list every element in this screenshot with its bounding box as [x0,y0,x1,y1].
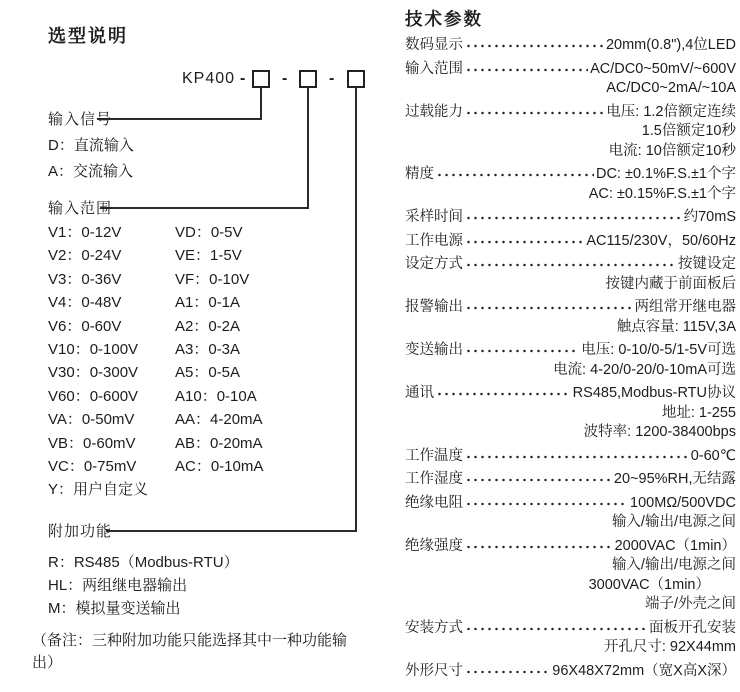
connector-line-signal-horizontal [97,118,262,120]
model-code-box-3 [347,70,365,88]
spec-label: 通讯 [405,385,434,401]
spec-row-alarm-output [405,298,736,337]
spec-label: 设定方式 [405,256,463,272]
spec-row-operating-humidity [405,470,736,490]
list-item: V1：0-12V [48,224,122,241]
spec-value: DC: ±0.1%F.S.±1个字 [595,166,736,182]
dot-leader [465,298,633,318]
connector-line-function-vertical [355,87,357,532]
spec-row-overload [405,103,736,162]
spec-extra-line: 输入/输出/电源之间 [611,514,736,530]
list-item: D：直流输入 [48,137,134,154]
list-item: V30：0-300V [48,364,139,382]
spec-value: 20~95%RH,无结露 [613,471,736,487]
technical-parameters-title: 技术参数 [405,9,483,29]
list-item: AC：0-10mA [175,458,264,476]
spec-value: 0-60℃ [690,447,736,464]
spec-value: 20mm(0.8"),4位LED [605,37,736,53]
input-range-column-1 [48,221,148,502]
selection-note: （备注：三种附加功能只能选择其中一种功能输出） [32,632,348,671]
spec-row-insulation-resistance [405,494,736,533]
input-range-column-2 [175,221,263,478]
list-item: V60：0-600V [48,387,139,405]
spec-value: 电压: 1.2倍额定连续 [606,103,736,120]
spec-row-operating-temperature [405,447,736,467]
dot-leader [465,494,628,514]
connector-line-function-horizontal [106,530,357,532]
model-prefix: KP400 [182,70,236,87]
spec-extra-line: 波特率: 1200-38400bps [583,424,736,440]
list-item: A：交流输入 [48,162,134,180]
spec-row-dielectric-strength [405,537,736,615]
dot-leader [465,60,588,80]
spec-extra-line: 3000VAC（1min） [588,576,710,593]
spec-label: 工作电源 [405,232,463,249]
spec-row-transmit-output [405,341,736,380]
spec-label: 绝缘强度 [405,537,463,554]
list-item: AA：4-20mA [175,411,263,429]
dot-leader [465,36,604,56]
spec-row-setting [405,255,736,294]
spec-row-communication [405,384,736,443]
extra-function-label: 附加功能 [48,523,113,540]
extra-function-items [48,551,239,620]
spec-row-accuracy [405,165,736,204]
dot-leader [465,447,689,467]
list-item: A10：0-10A [175,387,257,405]
spec-label: 精度 [405,166,434,182]
spec-value: 按键设定 [678,256,736,272]
dot-leader [465,232,584,252]
list-item: VC：0-75mV [48,458,137,476]
spec-row-sampling [405,208,736,228]
model-code-box-2 [299,70,317,88]
connector-line-range-horizontal [100,207,309,209]
input-range-label: 输入范围 [48,200,113,217]
spec-value: 100MΩ/500VDC [630,494,736,511]
list-item: V3：0-36V [48,270,122,288]
spec-label: 安装方式 [405,619,463,636]
model-dash: - [329,70,335,87]
spec-label: 外形尺寸 [405,662,463,679]
dot-leader [465,537,613,557]
dot-leader [465,341,579,361]
spec-value: 2000VAC（1min） [614,537,736,554]
spec-label: 输入范围 [405,60,463,77]
spec-value: AC/DC0~50mV/~600V [590,60,736,77]
spec-extra-line: 电流: 10倍额定10秒 [608,142,736,159]
dot-leader [465,103,604,123]
list-item: M：模拟量变送输出 [48,600,181,617]
list-item: VA：0-50mV [48,411,135,429]
spec-extra-line: 1.5倍额定10秒 [641,123,736,139]
spec-value: 96X48X72mm（宽X高X深） [552,662,736,679]
list-item: V6：0-60V [48,317,122,335]
spec-label: 工作温度 [405,447,463,464]
dot-leader [465,619,647,639]
spec-label: 工作湿度 [405,471,463,487]
spec-label: 采样时间 [405,209,463,225]
dot-leader [436,384,571,404]
spec-extra-line: 电流: 4-20/0-20/0-10mA可选 [553,361,736,378]
spec-row-mounting [405,619,736,658]
dot-leader [465,208,682,228]
spec-value: 两组常开继电器 [634,299,736,315]
input-signal-items [48,133,134,184]
dot-leader [436,165,594,185]
spec-extra-line: 触点容量: 115V,3A [616,318,736,335]
model-dash: - [240,70,246,87]
list-item: A3：0-3A [175,341,241,359]
spec-extra-line: 输入/输出/电源之间 [611,557,736,573]
spec-extra-line: 按键内藏于前面板后 [605,275,736,292]
spec-label: 绝缘电阻 [405,494,463,511]
model-code-box-1 [252,70,270,88]
spec-extra-line: 地址: 1-255 [661,404,736,421]
dot-leader [465,470,612,490]
spec-label: 变送输出 [405,342,463,358]
list-item: VE：1-5V [175,247,242,265]
list-item: V2：0-24V [48,247,122,265]
input-signal-label: 输入信号 [48,111,113,128]
spec-label: 过载能力 [405,103,463,120]
spec-value: 约70mS [683,209,736,225]
spec-value: RS485,Modbus-RTU协议 [572,385,736,401]
list-item: Y：用户自定义 [48,481,149,499]
spec-row-input-range [405,60,736,99]
technical-parameters-section [405,8,736,681]
spec-row-power [405,232,736,252]
list-item: V10：0-100V [48,341,139,359]
list-item: V4：0-48V [48,294,122,312]
model-dash: - [282,70,288,87]
spec-label: 数码显示 [405,37,463,53]
spec-extra-line: AC/DC0~2mA/~10A [606,80,736,96]
spec-extra-line: 端子/外壳之间 [644,596,736,612]
list-item: A5：0-5A [175,364,241,382]
list-item: VF：0-10V [175,270,250,288]
list-item: AB：0-20mA [175,434,263,452]
list-item: A2：0-2A [175,317,241,335]
selection-guide-title: 选型说明 [48,26,128,46]
spec-row-display [405,36,736,56]
spec-value: 电压: 0-10/0-5/1-5V可选 [581,342,736,358]
connector-line-range-vertical [307,87,309,209]
connector-line-signal-vertical [260,87,262,120]
spec-label: 报警输出 [405,299,463,315]
list-item: HL：两组继电器输出 [48,577,188,594]
list-item: VD：0-5V [175,224,243,241]
list-item: VB：0-60mV [48,434,136,452]
spec-value: 面板开孔安装 [649,619,736,636]
list-item: R：RS485（Modbus-RTU） [48,554,239,571]
dot-leader [465,662,550,682]
spec-extra-line: 开孔尺寸: 92X44mm [603,639,736,655]
list-item: A1：0-1A [175,294,241,312]
spec-extra-line: AC: ±0.15%F.S.±1个字 [588,185,736,202]
spec-row-dimensions [405,662,736,682]
spec-value: AC115/230V，50/60Hz [586,232,736,249]
dot-leader [465,255,676,275]
